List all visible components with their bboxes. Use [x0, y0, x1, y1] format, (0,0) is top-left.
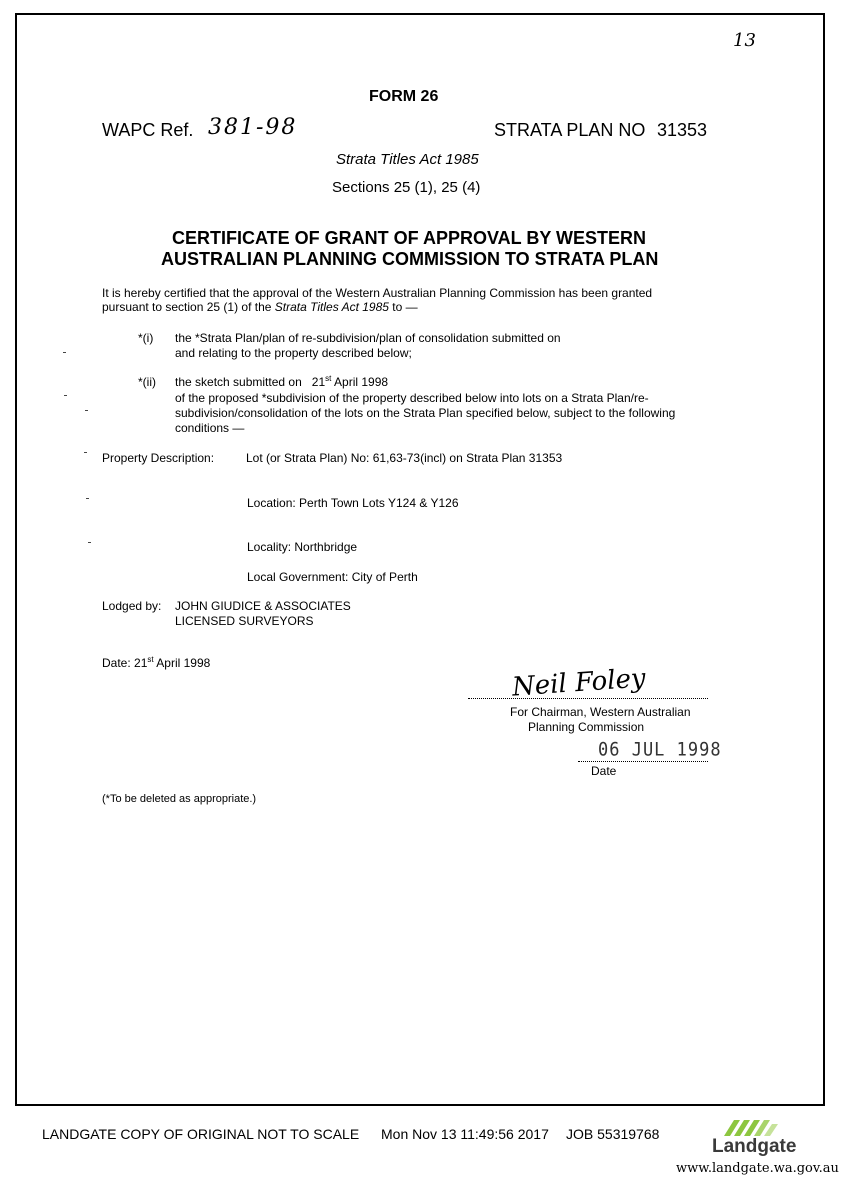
item-2-date-day: 21 — [311, 375, 326, 389]
scan-speck — [86, 498, 89, 499]
property-description-label: Property Description: — [102, 451, 215, 465]
lodged-date — [102, 656, 210, 670]
document-frame — [15, 13, 825, 1106]
item-2-line-1 — [175, 375, 388, 389]
lodged-by-label: Lodged by: — [102, 599, 162, 613]
intro-line-2 — [102, 300, 418, 314]
footer-job-number: JOB 55319768 — [566, 1126, 660, 1142]
lot-description: Lot (or Strata Plan) No: 61,63-73(incl) on Strata Plan 31353 — [246, 451, 563, 465]
form-title: FORM 26 — [369, 88, 439, 105]
item-1-marker: *(i) — [138, 331, 154, 345]
certificate-heading-2: AUSTRALIAN PLANNING COMMISSION TO STRATA PLAN — [161, 249, 659, 269]
date-day: 21 — [134, 656, 148, 670]
date-sup: st — [147, 655, 154, 664]
approval-date-stamp: 06 JUL 1998 — [598, 739, 722, 761]
signatory-title-2: Planning Commission — [528, 720, 645, 734]
item-2-prefix: the sketch submitted on — [175, 375, 302, 389]
signature: Neil Foley — [511, 663, 647, 703]
footer-timestamp: Mon Nov 13 11:49:56 2017 — [381, 1126, 549, 1142]
item-2-marker: *(ii) — [138, 375, 156, 389]
date-rest: April 1998 — [156, 656, 211, 670]
landgate-leaf-icon — [720, 1116, 780, 1138]
page-number: 13 — [733, 30, 756, 51]
item-2-line-3: subdivision/consolidation of the lots on the Strata Plan specified below, subject to the following — [175, 406, 676, 420]
item-1-line-1: the *Strata Plan/plan of re-subdivision/plan of consolidation submitted on — [175, 331, 561, 345]
intro-suffix: to — — [392, 300, 418, 314]
date-caption: Date — [591, 764, 617, 778]
item-1-line-2: and relating to the property described below; — [175, 346, 412, 360]
locality-text: Locality: Northbridge — [247, 540, 358, 554]
sections-text: Sections 25 (1), 25 (4) — [332, 179, 481, 196]
scan-speck — [84, 452, 87, 453]
scan-speck — [63, 352, 66, 353]
intro-act: Strata Titles Act 1985 — [274, 300, 389, 314]
intro-line-1: It is hereby certified that the approval of the Western Australian Planning Commission has been granted — [102, 286, 653, 300]
strata-plan-value: 31353 — [657, 120, 708, 140]
scan-speck — [88, 542, 91, 543]
item-2-date-rest: April 1998 — [334, 375, 389, 389]
landgate-logo — [712, 1116, 822, 1158]
footer-copy-text: LANDGATE COPY OF ORIGINAL NOT TO SCALE — [42, 1126, 360, 1142]
footnote: (*To be deleted as appropriate.) — [102, 793, 257, 805]
item-2-line-2: of the proposed *subdivision of the property described below into lots on a Strata Plan/re- — [175, 391, 649, 405]
certificate-heading-1: CERTIFICATE OF GRANT OF APPROVAL BY WESTERN — [172, 228, 647, 248]
wapc-ref-value: 381-98 — [208, 115, 298, 140]
scan-speck — [64, 395, 67, 396]
strata-plan-label: STRATA PLAN NO — [494, 120, 646, 140]
date-label: Date: — [102, 656, 131, 670]
footer-url[interactable]: www.landgate.wa.gov.au — [676, 1161, 839, 1176]
item-2-date-sup: st — [325, 374, 332, 383]
wapc-ref-label: WAPC Ref. — [102, 120, 194, 140]
location-text: Location: Perth Town Lots Y124 & Y126 — [247, 496, 459, 510]
item-2-line-4: conditions — — [175, 421, 245, 435]
intro-prefix: pursuant to section 25 (1) of the — [102, 300, 272, 314]
landgate-logo-text: Landgate — [712, 1136, 797, 1157]
signatory-title-1: For Chairman, Western Australian — [510, 705, 691, 719]
lodged-by-line-2: LICENSED SURVEYORS — [175, 614, 314, 628]
date-line — [578, 761, 708, 762]
signature-line — [468, 698, 708, 699]
lodged-by-line-1: JOHN GIUDICE & ASSOCIATES — [175, 599, 351, 613]
scan-speck — [85, 410, 88, 411]
local-government-text: Local Government: City of Perth — [247, 570, 418, 584]
act-title: Strata Titles Act 1985 — [336, 151, 479, 168]
